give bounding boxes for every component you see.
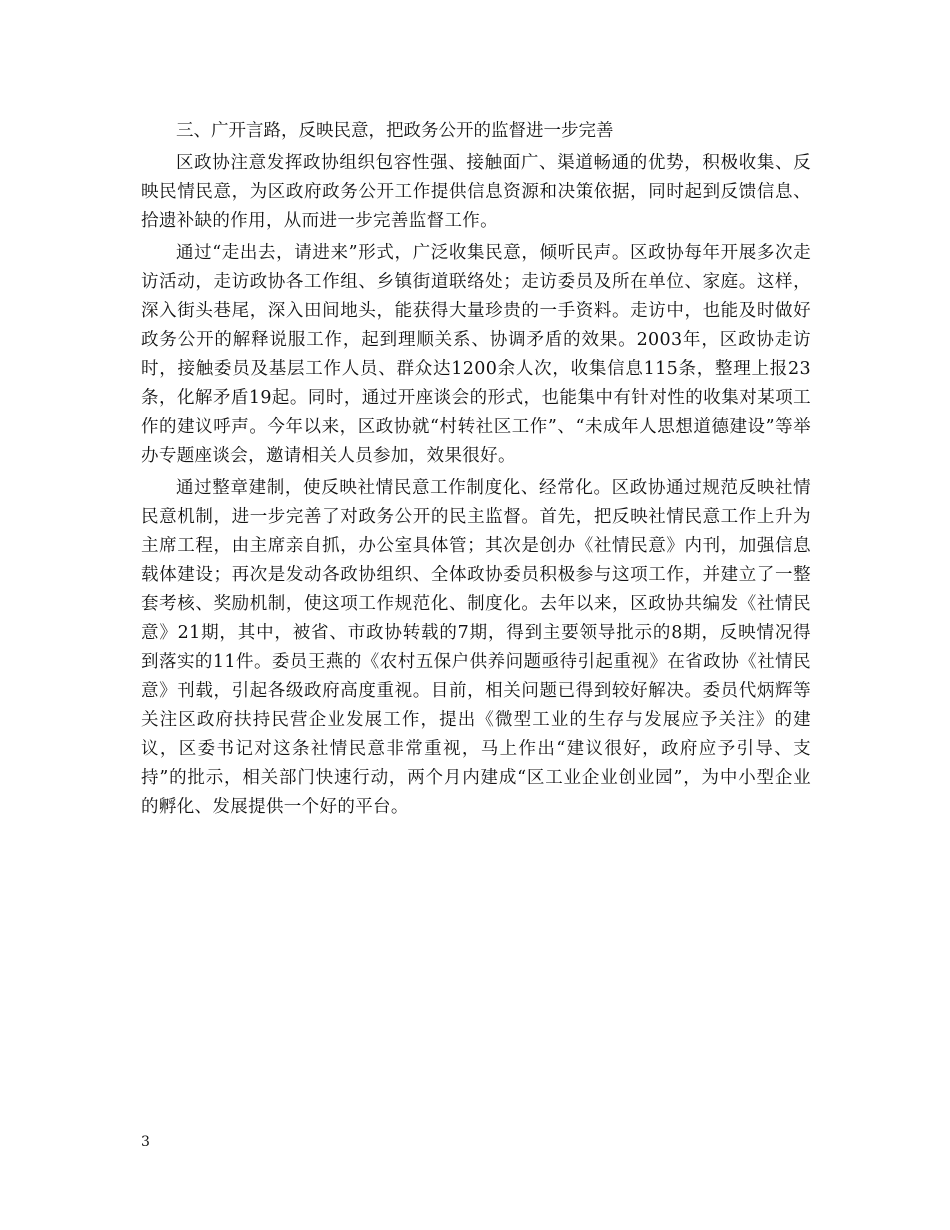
page-number: 3 (141, 1134, 150, 1150)
paragraph-visits: 通过“走出去，请进来”形式，广泛收集民意，倾听民声。区政协每年开展多次走访活动，走访政协各工作组、乡镇街道联络处；走访委员及所在单位、家庭。这样，深入街头巷尾，深入田间地头，能获得大量珍贵的一手资料。走访中，也能及时做好政务公开的解释说服工作，起到理顺关系、协调矛盾的效果。2003年，区政协走访时，接触委员及基层工作人员、群众达1200余人次，收集信息115条，整理上报23条，化解矛盾19起。同时，通过开座谈会的形式，也能集中有针对性的收集对某项工作的建议呼声。今年以来，区政协就“村转社区工作”、“未成年人思想道德建设”等举办专题座谈会，邀请相关人员参加，效果很好。 (141, 243, 811, 466)
section-heading: 三、广开言路，反映民意，把政务公开的监督进一步完善 (176, 121, 614, 141)
document-body (141, 117, 811, 825)
paragraph-intro: 区政协注意发挥政协组织包容性强、接触面广、渠道畅通的优势，积极收集、反映民情民意，为区政府政务公开工作提供信息资源和决策依据，同时起到反馈信息、拾遗补缺的作用，从而进一步完善监督工作。 (141, 153, 811, 231)
paragraph-system: 通过整章建制，使反映社情民意工作制度化、经常化。区政协通过规范反映社情民意机制，进一步完善了对政务公开的民主监督。首先，把反映社情民意工作上升为主席工程，由主席亲自抓，办公室具体管；其次是创办《社情民意》内刊，加强信息载体建设；再次是发动各政协组织、全体政协委员积极参与这项工作，并建立了一整套考核、奖励机制，使这项工作规范化、制度化。去年以来，区政协共编发《社情民意》21期，其中，被省、市政协转载的7期，得到主要领导批示的8期，反映情况得到落实的11件。委员王燕的《农村五保户供养问题亟待引起重视》在省政协《社情民意》刊载，引起各级政府高度重视。目前，相关问题已得到较好解决。委员代炳辉等关注区政府扶持民营企业发展工作，提出《微型工业的生存与发展应予关注》的建议，区委书记对这条社情民意非常重视，马上作出“建议很好，政府应予引导、支持”的批示，相关部门快速行动，两个月内建成“区工业企业创业园”，为中小型企业的孵化、发展提供一个好的平台。 (141, 478, 811, 817)
